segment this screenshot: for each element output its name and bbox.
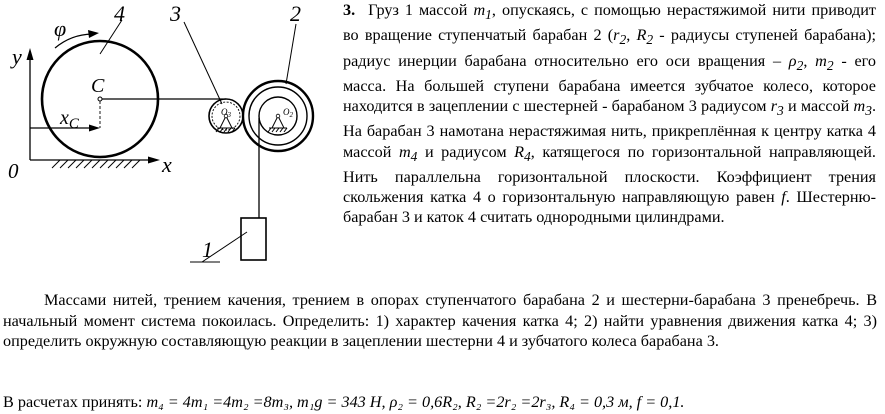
- given-values-lead: В расчетах принять:: [3, 393, 147, 411]
- text-segment: , катящегося по горизонтальной направляющей. Нить параллельна горизонтальной плоскости. Коэффициент трения скольжения катка 4 о горизонтальную направляющую равен: [343, 142, 876, 206]
- var-r3: $r_3$: [770, 97, 784, 119]
- label-1: 1: [202, 237, 213, 262]
- label-2: 2: [290, 1, 301, 26]
- var-m2: $m_2$: [815, 51, 834, 73]
- var-r2: $r_2$: [613, 26, 627, 48]
- y-axis-arrow: [27, 48, 34, 60]
- label-phi: φ: [54, 16, 67, 41]
- var-R2: $R_2$: [636, 26, 654, 48]
- given-values-paragraph: [3, 392, 879, 412]
- roller-center-c: [98, 97, 102, 101]
- var-rho2: $\rho_2$: [788, 51, 804, 73]
- text-segment: . На барабан 3 намотана нерастяжимая нить, прикреплённая к центру катка 4 массой: [343, 97, 877, 161]
- x-axis-arrow: [148, 157, 160, 164]
- drum-3-support: [216, 116, 235, 132]
- text-segment: и радиусом: [417, 142, 515, 161]
- drum-2-support: [268, 116, 287, 132]
- xc-arrow-head: [89, 125, 100, 132]
- text-segment: ,: [626, 26, 637, 45]
- text-segment: - радиусы ступеней барабана); радиус инерции барабана относительно его оси вращения –: [343, 26, 876, 70]
- text-segment: , опускаясь, с помощью нерастяжимой нити приводит во вращение ступенчатый барабан 2 (: [343, 1, 877, 45]
- weight-1: [241, 218, 266, 260]
- leader-2: [286, 24, 296, 84]
- label-xc: $x_C$: [60, 107, 79, 132]
- label-4: 4: [114, 1, 125, 26]
- leader-3: [184, 22, 222, 104]
- problem-number: 3.: [343, 1, 356, 19]
- label-x: x: [162, 152, 172, 177]
- var-f: f: [781, 187, 786, 206]
- label-3: 3: [170, 1, 181, 26]
- problem-statement: [343, 0, 876, 227]
- mechanism-figure: [0, 0, 340, 290]
- phi-arrow-head: [88, 30, 99, 38]
- o2-center: [276, 114, 280, 118]
- label-o3: $O_3$: [221, 107, 231, 119]
- text-segment: ,: [803, 51, 816, 70]
- assumptions-paragraph: Массами нитей, трением качения, трением в опорах ступенчатого барабана 2 и шестерни-барабана 3 пренебречь. В начальный момент система покоилась. Определить: 1) характер качения катка 4; 2) найти уравнения движения катка 4; 3) определить окружную составляющую реакции в зацеплении шестерни 4 и зубчатого колеса барабана 3.: [3, 291, 877, 351]
- mechanism-diagram: [0, 0, 340, 290]
- label-y: y: [12, 44, 22, 69]
- label-c: C: [91, 75, 105, 97]
- var-m4: $m_4$: [398, 142, 418, 164]
- text-segment: - его масса. На большей ступени барабана имеется зубчатое колесо, которое находится в зацеплении с шестерней - барабаном 3 радиусом: [343, 51, 877, 116]
- label-o2: $O_2$: [283, 107, 293, 119]
- var-m1: $m_1$: [473, 1, 492, 23]
- given-values-formula: m₄ = 4m₁ =4m₂ =8m₃, m₁g = 343 Н, ρ₂ = 0,6R₂, R₂ =2r₂ =2r₃, R₄ = 0,3 м, f = 0,1.: [146, 393, 685, 411]
- label-o: 0: [8, 159, 19, 183]
- ground-hatching: [52, 160, 140, 168]
- var-R4: $R_4$: [514, 142, 531, 164]
- text-segment: Груз 1 массой: [368, 1, 474, 19]
- text-segment: . Шестерню-барабан 3 и каток 4 считать однородными цилиндрами.: [343, 187, 876, 227]
- text-segment: и массой: [783, 97, 854, 116]
- var-m3: $m_3$: [853, 97, 872, 119]
